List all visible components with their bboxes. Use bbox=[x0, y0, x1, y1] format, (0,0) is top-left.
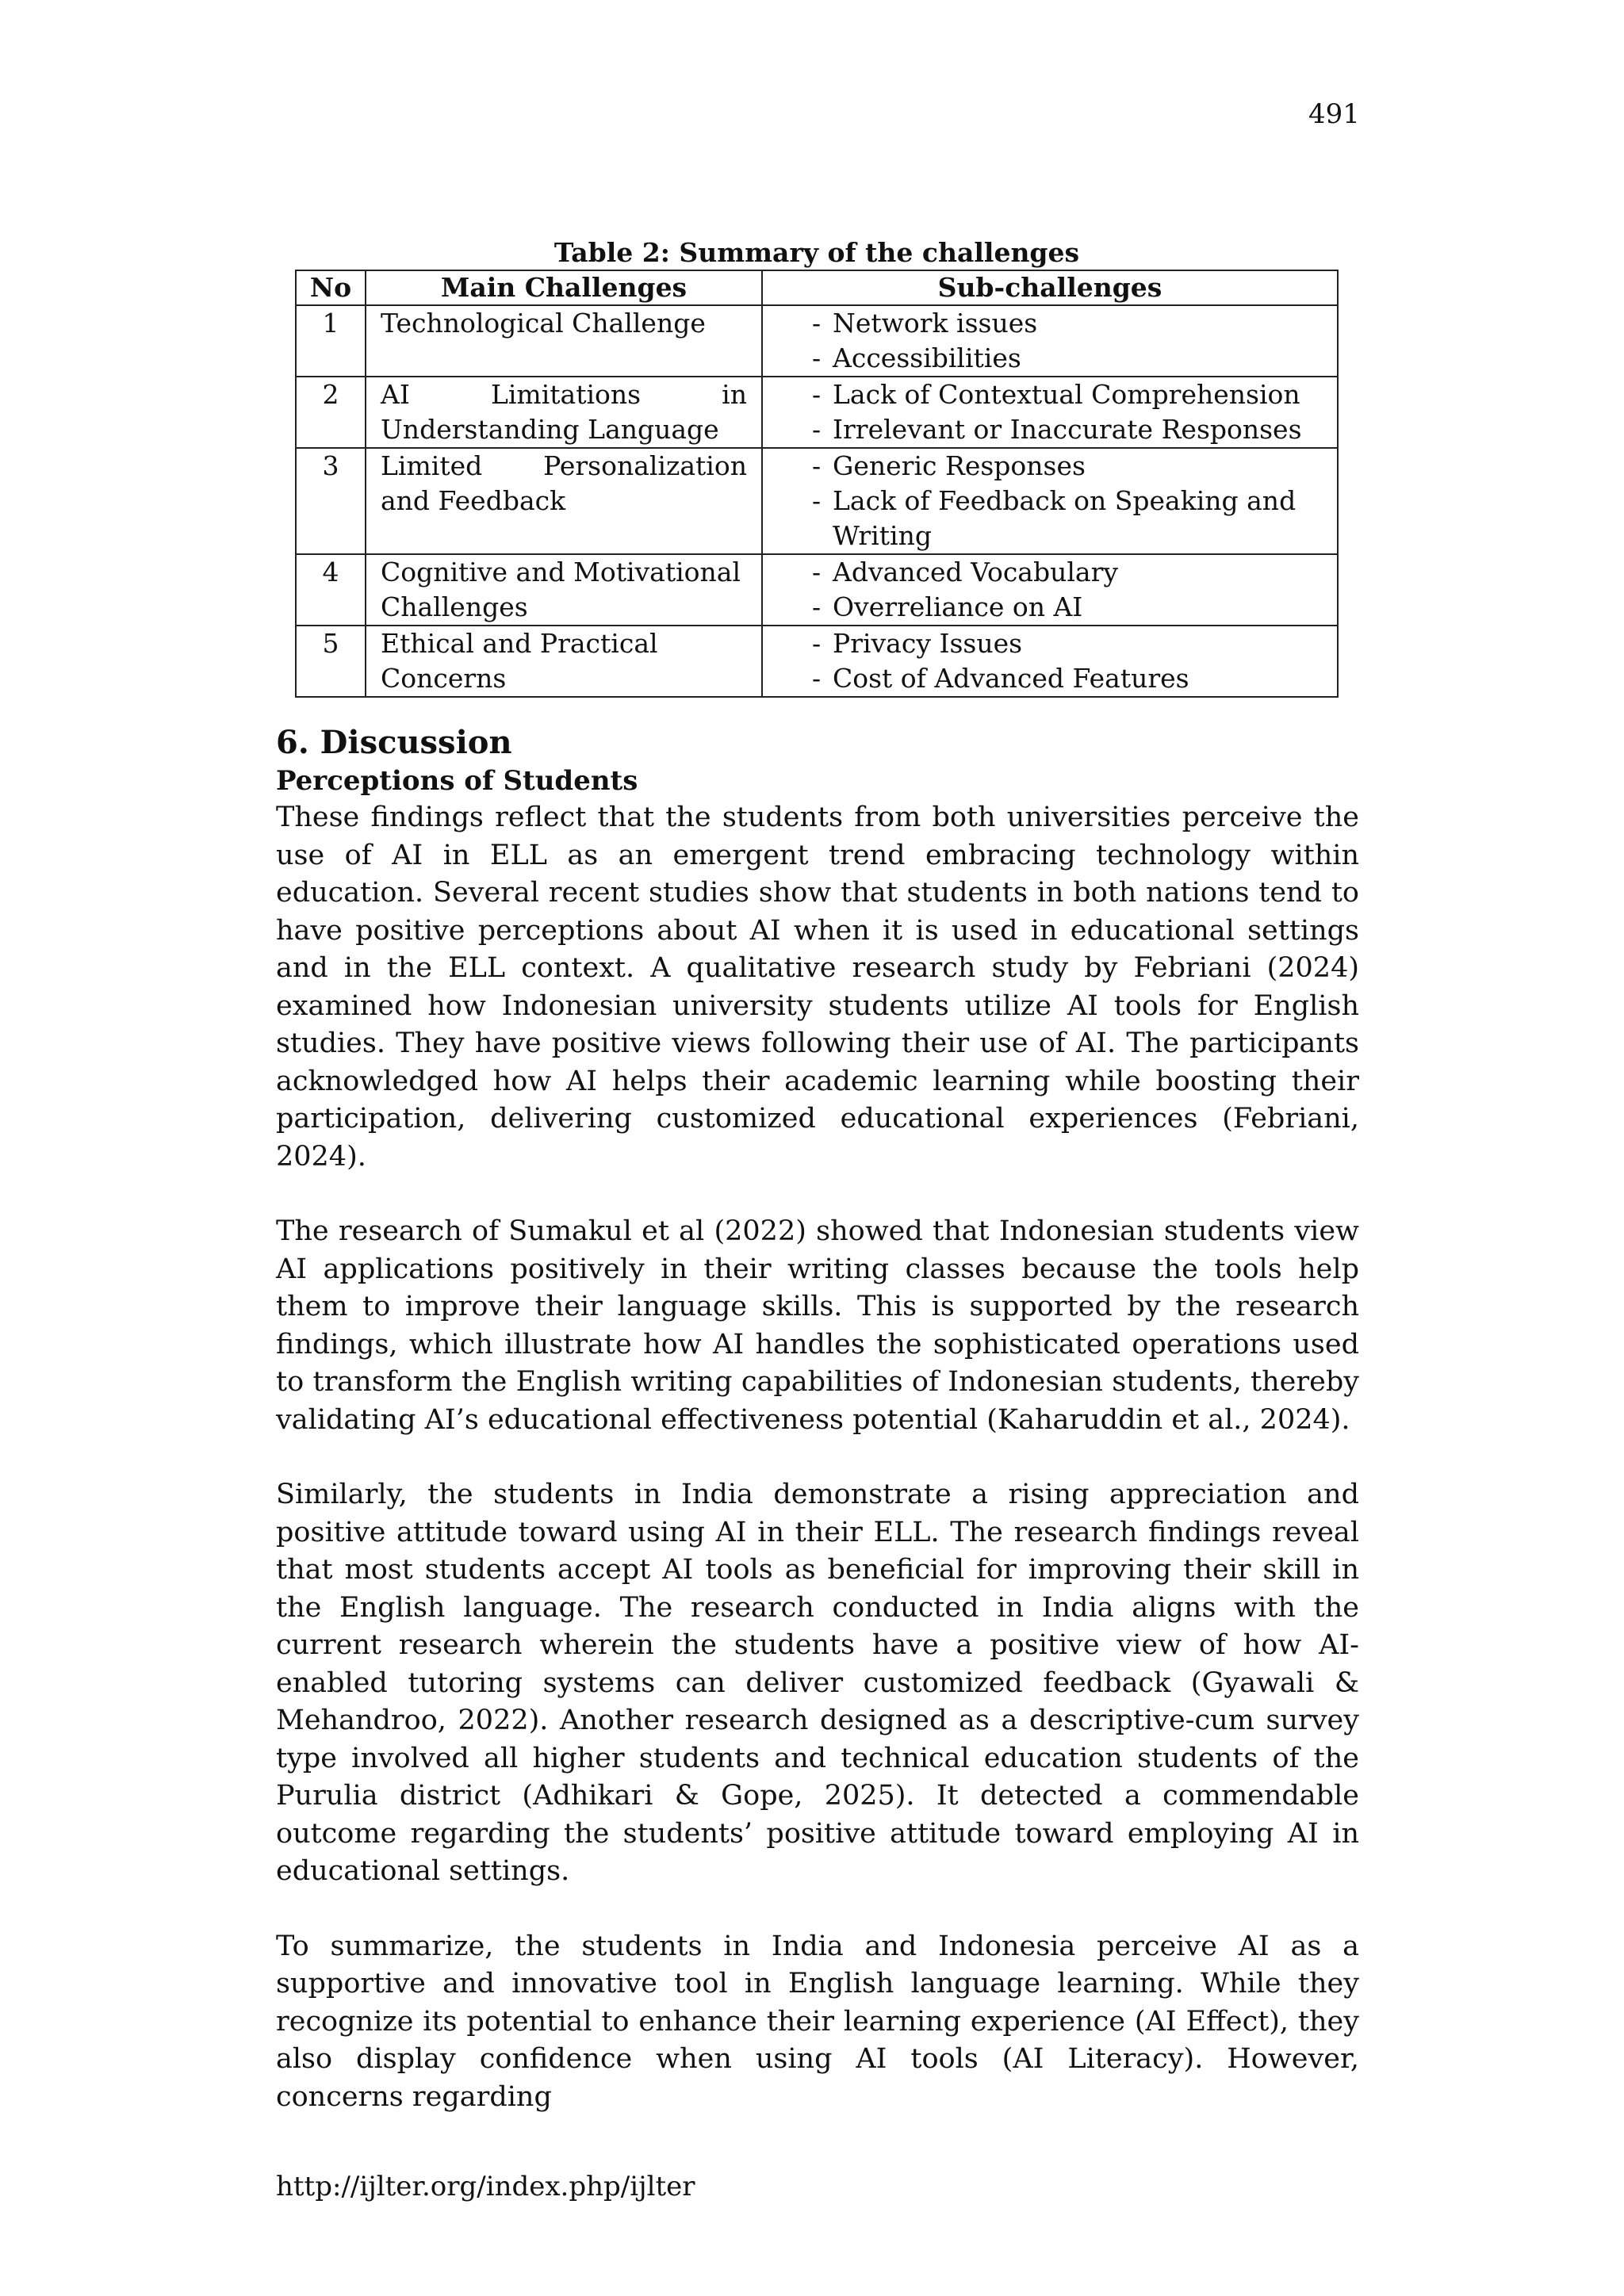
header-sub-challenges: Sub-challenges bbox=[762, 270, 1338, 305]
sub-challenge-item: - Advanced Vocabulary bbox=[812, 555, 1323, 590]
table-row bbox=[296, 448, 1338, 554]
sub-challenge-item: - Irrelevant or Inaccurate Responses bbox=[812, 412, 1323, 447]
main-challenge: Ethical and Practical Concerns bbox=[366, 626, 762, 697]
sub-challenges-cell bbox=[762, 626, 1338, 697]
header-no: No bbox=[296, 270, 366, 305]
footer-url: http://ijlter.org/index.php/ijlter bbox=[276, 2171, 695, 2202]
sub-challenge-item: - Lack of Feedback on Speaking and Writing bbox=[812, 484, 1323, 553]
main-challenge: Cognitive and Motivational Challenges bbox=[366, 554, 762, 626]
row-number: 1 bbox=[296, 305, 366, 377]
body-paragraph: Similarly, the students in India demonstrate a rising appreciation and positive attitude toward using AI in their ELL. The research findings reveal that most students accept AI tools as beneficial for improving their skill in the English language. The research conducted in India aligns with the current research wherein the students have a positive view of how AI-enabled tutoring systems can deliver customized feedback (Gyawali & Mehandroo, 2022). Another research designed as a descriptive-cum survey type involved all higher students and technical education students of the Purulia district (Adhikari & Gope, 2025). It detected a commendable outcome regarding the students’ positive attitude toward employing AI in educational settings. bbox=[276, 1479, 1359, 1887]
table-header-row bbox=[296, 270, 1338, 305]
sub-challenges-cell bbox=[762, 448, 1338, 554]
sub-challenge-item: - Accessibilities bbox=[812, 341, 1323, 376]
sub-challenge-item: - Cost of Advanced Features bbox=[812, 661, 1323, 696]
sub-challenge-item: - Generic Responses bbox=[812, 449, 1323, 484]
sub-challenge-item: - Privacy Issues bbox=[812, 626, 1323, 661]
page-number: 491 bbox=[1308, 98, 1360, 130]
table-row bbox=[296, 626, 1338, 697]
header-main-challenges: Main Challenges bbox=[366, 270, 762, 305]
table-row bbox=[296, 377, 1338, 448]
sub-challenge-item: - Overreliance on AI bbox=[812, 590, 1323, 625]
sub-challenge-item: - Lack of Contextual Comprehension bbox=[812, 377, 1323, 412]
row-number: 5 bbox=[296, 626, 366, 697]
challenges-table bbox=[295, 270, 1339, 698]
body-paragraph: To summarize, the students in India and Indonesia perceive AI as a supportive and innovative tool in English language learning. While they recognize its potential to enhance their learning experience (AI Effect), they also display confidence when using AI tools (AI Literacy). However, concerns regarding bbox=[276, 1930, 1359, 2113]
sub-challenges-cell bbox=[762, 554, 1338, 626]
row-number: 2 bbox=[296, 377, 366, 448]
sub-challenges-cell bbox=[762, 305, 1338, 377]
row-number: 3 bbox=[296, 448, 366, 554]
table-caption: Table 2: Summary of the challenges bbox=[553, 237, 1080, 268]
subsection-heading: Perceptions of Students bbox=[276, 765, 638, 797]
body-paragraph: The research of Sumakul et al (2022) showed that Indonesian students view AI applications positively in their writing classes because the tools help them to improve their language skills. This is supported by the research findings, which illustrate how AI handles the sophisticated operations used to transform the English writing capabilities of Indonesian students, thereby validating AI’s educational effectiveness potential (Kaharuddin et al., 2024). bbox=[276, 1215, 1359, 1436]
table-row bbox=[296, 554, 1338, 626]
main-challenge: AI Limitations in Understanding Language bbox=[366, 377, 762, 448]
body-paragraph: These findings reflect that the students from both universities perceive the use of AI in ELL as an emergent trend embracing technology within education. Several recent studies show that students in both nations tend to have positive perceptions about AI when it is used in educational settings and in the ELL context. A qualitative research study by Febriani (2024) examined how Indonesian university students utilize AI tools for English studies. They have positive views following their use of AI. The participants acknowledged how AI helps their academic learning while boosting their participation, delivering customized educational experiences (Febriani, 2024). bbox=[276, 802, 1359, 1173]
sub-challenge-item: - Network issues bbox=[812, 306, 1323, 341]
main-challenge: Technological Challenge bbox=[366, 305, 762, 377]
table-row bbox=[296, 305, 1338, 377]
main-challenge: Limited Personalization and Feedback bbox=[366, 448, 762, 554]
discussion-section bbox=[276, 723, 1359, 2153]
section-heading: 6. Discussion bbox=[276, 724, 512, 761]
sub-challenges-cell bbox=[762, 377, 1338, 448]
row-number: 4 bbox=[296, 554, 366, 626]
